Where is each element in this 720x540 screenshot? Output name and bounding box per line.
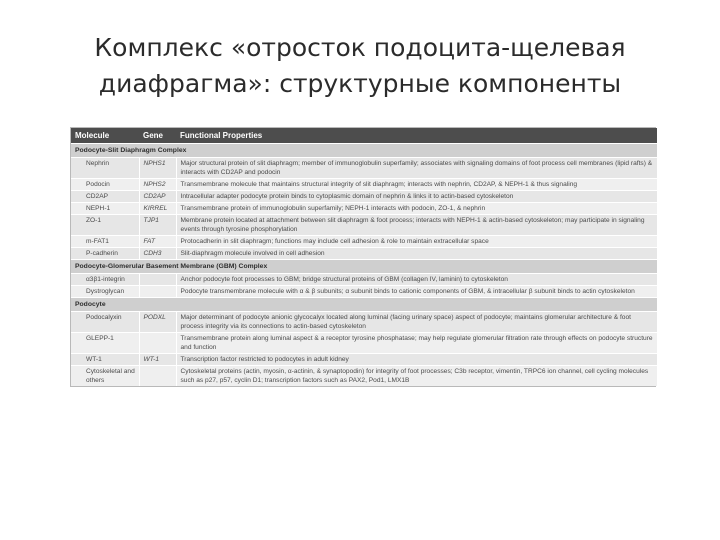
- molecule-cell: P-cadherin: [71, 248, 139, 260]
- table-row: [71, 286, 657, 298]
- function-cell: Intracellular adapter podocyte protein binds to cytoplasmic domain of nephrin & links it to actin-based cytoskeleton: [176, 191, 657, 203]
- function-cell: Transmembrane protein along luminal aspect & a receptor tyrosine phosphatase; may help regulate glomerular filtration rate through effects on podocyte structure and function: [176, 333, 657, 354]
- function-cell: Podocyte transmembrane molecule with α & β subunits; α subunit binds to cationic components of GBM, & intracellular β subunit binds to actin cytoskeleton: [176, 286, 657, 298]
- table-header: [71, 128, 657, 144]
- table-row: [71, 248, 657, 260]
- section-title: Podocyte: [71, 298, 657, 312]
- gene-cell: PODXL: [139, 312, 176, 333]
- gene-cell: CDH3: [139, 248, 176, 260]
- molecule-cell: Nephrin: [71, 158, 139, 179]
- gene-cell: [139, 274, 176, 286]
- molecule-cell: Podocin: [71, 179, 139, 191]
- gene-cell: NPHS1: [139, 158, 176, 179]
- table-row: [71, 354, 657, 366]
- header-molecule: Molecule: [71, 128, 139, 144]
- molecule-cell: Dystroglycan: [71, 286, 139, 298]
- gene-cell: KIRREL: [139, 203, 176, 215]
- table-row: [71, 366, 657, 387]
- molecule-cell: m-FAT1: [71, 236, 139, 248]
- table-row: [71, 203, 657, 215]
- gene-cell: NPHS2: [139, 179, 176, 191]
- molecule-cell: ZO-1: [71, 215, 139, 236]
- header-functional-properties: Functional Properties: [176, 128, 657, 144]
- table-row: [71, 236, 657, 248]
- function-cell: Protocadherin in slit diaphragm; functions may include cell adhesion & role to maintain extracellular space: [176, 236, 657, 248]
- molecule-cell: GLEPP-1: [71, 333, 139, 354]
- title-line-1: Комплекс «отросток подоцита-щелевая: [94, 33, 626, 62]
- molecule-cell: Podocalyxin: [71, 312, 139, 333]
- function-cell: Anchor podocyte foot processes to GBM; bridge structural proteins of GBM (collagen IV, laminin) to cytoskeleton: [176, 274, 657, 286]
- gene-cell: [139, 286, 176, 298]
- gene-cell: [139, 333, 176, 354]
- components-table: [70, 127, 656, 387]
- function-cell: Transmembrane molecule that maintains structural integrity of slit diaphragm; interacts with nephrin, CD2AP, & NEPH-1 & thus signaling: [176, 179, 657, 191]
- function-cell: Membrane protein located at attachment between slit diaphragm & foot process; interacts with NEPH-1 & actin-based cytoskeleton; may participate in signaling events through tyrosine phosphorylation: [176, 215, 657, 236]
- title-line-2: диафрагма»: структурные компоненты: [98, 69, 622, 98]
- function-cell: Slit-diaphragm molecule involved in cell adhesion: [176, 248, 657, 260]
- gene-cell: TJP1: [139, 215, 176, 236]
- table-row: [71, 158, 657, 179]
- molecule-cell: WT-1: [71, 354, 139, 366]
- slide-title: [40, 30, 680, 102]
- function-cell: Cytoskeletal proteins (actin, myosin, α-actinin, & synaptopodin) for integrity of foot processes; C3b receptor, vimentin, TRPC6 ion channel, cell cycling molecules such as p27, p57, cyclin D1; transcription factors such as PAX2, Pod1, LMX1B: [176, 366, 657, 387]
- section-header: [71, 260, 657, 274]
- molecule-cell: α3β1-integrin: [71, 274, 139, 286]
- gene-cell: [139, 366, 176, 387]
- section-title: Podocyte-Glomerular Basement Membrane (GBM) Complex: [71, 260, 657, 274]
- gene-cell: WT-1: [139, 354, 176, 366]
- section-header: [71, 144, 657, 158]
- section-header: [71, 298, 657, 312]
- gene-cell: FAT: [139, 236, 176, 248]
- table-row: [71, 274, 657, 286]
- gene-cell: CD2AP: [139, 191, 176, 203]
- table-row: [71, 191, 657, 203]
- table-row: [71, 179, 657, 191]
- molecule-cell: NEPH-1: [71, 203, 139, 215]
- function-cell: Transcription factor restricted to podocytes in adult kidney: [176, 354, 657, 366]
- function-cell: Major determinant of podocyte anionic glycocalyx located along luminal (facing urinary space) aspect of podocyte; maintains glomerular architecture & foot process integrity via its connections to actin-based cytoskeleton: [176, 312, 657, 333]
- molecule-cell: CD2AP: [71, 191, 139, 203]
- table-row: [71, 312, 657, 333]
- header-gene: Gene: [139, 128, 176, 144]
- molecule-cell: Cytoskeletal and others: [71, 366, 139, 387]
- function-cell: Transmembrane protein of immunoglobulin superfamily; NEPH-1 interacts with podocin, ZO-1, & nephrin: [176, 203, 657, 215]
- table-row: [71, 333, 657, 354]
- table-row: [71, 215, 657, 236]
- function-cell: Major structural protein of slit diaphragm; member of immunoglobulin superfamily; associates with signaling domains of foot process cell membranes (lipid rafts) & interacts with CD2AP and podocin: [176, 158, 657, 179]
- section-title: Podocyte-Slit Diaphragm Complex: [71, 144, 657, 158]
